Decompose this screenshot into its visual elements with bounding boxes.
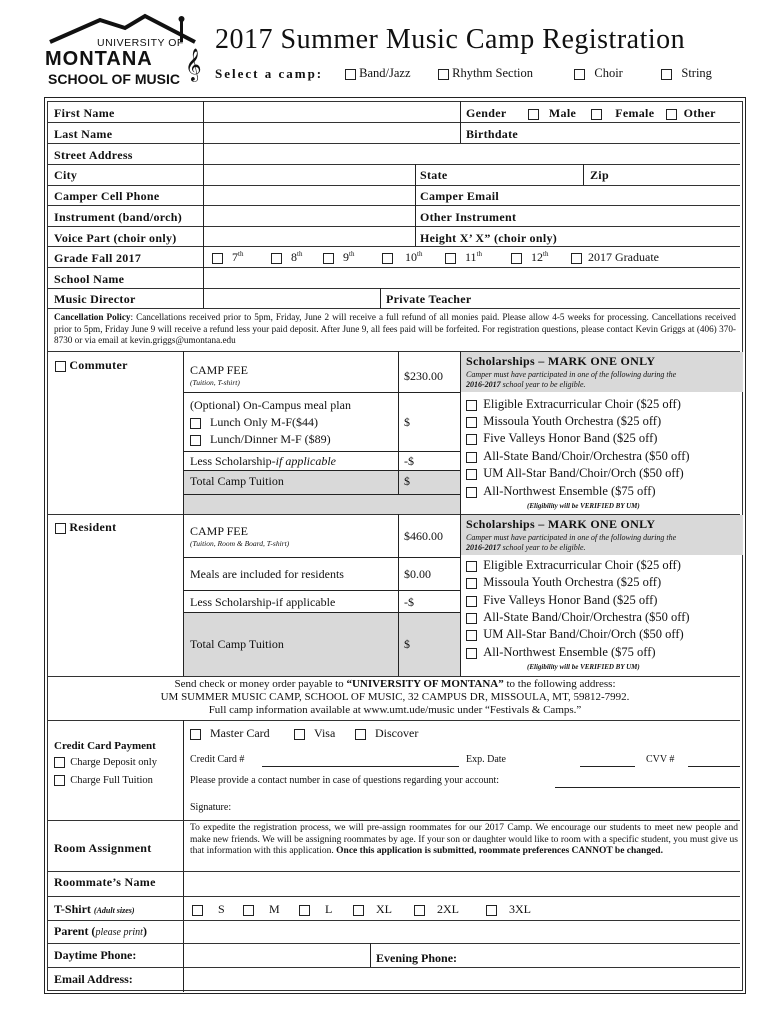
resident-meals-amount: $0.00 [404,567,431,581]
commuter-sch-4-checkbox[interactable] [466,452,477,463]
parent-label-text: Parent ( [54,924,96,938]
parent-note: please print [95,927,143,938]
commuter-sch-4-label: All-State Band/Choir/Orchestra ($50 off) [483,449,690,463]
grade-10-checkbox[interactable] [382,253,393,264]
grade-12-suffix: th [543,250,549,258]
email-address-input[interactable] [184,968,740,989]
other-instrument-label: Other Instrument [420,210,517,224]
size-2xl-label: 2XL [437,902,459,916]
divider [47,720,740,721]
resident-sch-5[interactable] [466,627,684,642]
discover-checkbox[interactable] [355,729,366,740]
grade-9-suffix: th [349,250,355,258]
visa-checkbox[interactable] [294,729,305,740]
commuter-total-amount: $ [404,474,410,488]
master-card-checkbox[interactable] [190,729,201,740]
parent-label-close: ) [142,924,147,938]
evening-phone-label: Evening Phone: [376,951,458,965]
cvv-label: CVV # [646,754,675,765]
commuter-sch-6-checkbox[interactable] [466,487,477,498]
graduate-label: 2017 Graduate [588,250,659,264]
credit-card-label: Credit Card Payment [54,740,156,752]
resident-sch-6-label: All-Northwest Ensemble ($75 off) [483,645,656,659]
size-m-option[interactable] [243,902,280,917]
school-name-label: School Name [54,272,125,286]
commuter-total-label: Total Camp Tuition [190,474,284,488]
mailing-info [47,678,743,717]
commuter-scholarship-note [466,370,676,390]
commuter-scholarship-year: 2016-2017 [466,380,501,389]
room-assignment-label: Room Assignment [54,841,152,855]
card-number-line[interactable] [262,766,459,767]
grade-9-label: 9 [343,250,349,264]
size-s-option[interactable] [192,902,225,917]
lunch-only-checkbox[interactable] [190,418,201,429]
divider [415,164,416,246]
resident-sch-6-checkbox[interactable] [466,648,477,659]
grade-12-option[interactable] [511,250,548,265]
camp-string-label: String [681,66,712,80]
last-name-input[interactable] [204,123,459,143]
camp-string-checkbox[interactable] [661,69,672,80]
commuter-sch-1[interactable] [466,397,681,412]
grade-11-suffix: th [476,250,483,258]
resident-sch-1[interactable] [466,558,681,573]
grade-8-suffix: th [297,250,303,258]
divider [380,288,381,308]
size-s-checkbox[interactable] [192,905,203,916]
commuter-scholarship-note2: school year to be eligible. [500,380,586,389]
commuter-sch-6[interactable] [466,484,656,499]
grade-11-checkbox[interactable] [445,253,456,264]
resident-scholarship-note [466,533,676,553]
tshirt-label-text: T-Shirt [54,902,91,916]
parent-label [54,924,147,939]
resident-scholarship-note2: school year to be eligible. [500,543,586,552]
commuter-sch-2[interactable] [466,414,661,429]
camp-choir-option[interactable] [574,66,623,81]
other-checkbox[interactable] [666,109,677,120]
resident-sch-5-checkbox[interactable] [466,630,477,641]
female-label: Female [615,106,655,120]
gender-label: Gender [466,106,507,120]
commuter-scholarship-note1: Camper must have participated in one of the following during the [466,370,677,379]
size-3xl-label: 3XL [509,902,531,916]
page-title: 2017 Summer Music Camp Registration [215,24,686,55]
voice-part-label: Voice Part (choir only) [54,231,177,245]
commuter-sch-1-checkbox[interactable] [466,400,477,411]
birthdate-label: Birthdate [466,127,519,141]
resident-checkbox[interactable] [55,523,66,534]
male-label: Male [548,106,577,120]
resident-camp-fee-amount: $460.00 [404,529,443,543]
camp-band-checkbox[interactable] [345,69,356,80]
commuter-sch-5[interactable] [466,466,684,481]
size-m-label: M [269,902,280,916]
resident-sch-3-checkbox[interactable] [466,596,477,607]
grade-11-label: 11 [465,250,477,264]
resident-sch-2[interactable] [466,575,661,590]
lunch-dinner-checkbox[interactable] [190,435,201,446]
card-number-label: Credit Card # [190,754,245,765]
size-2xl-checkbox[interactable] [414,905,425,916]
commuter-verified: (Eligibility will be VERIFIED BY UM) [527,502,640,510]
divider [47,308,740,309]
logo-line3: SCHOOL OF MUSIC [48,71,180,87]
music-director-label: Music Director [54,292,136,306]
evening-phone-input[interactable] [475,944,740,965]
room-bold-text: Once this application is submitted, roommate preferences CANNOT be changed. [336,846,663,856]
resident-sch-4-checkbox[interactable] [466,613,477,624]
resident-total-amount: $ [404,637,410,651]
first-name-input[interactable] [204,102,459,122]
divider [370,943,371,967]
resident-sch-5-label: UM All-Star Band/Choir/Orch ($50 off) [483,627,684,641]
grade-7-option[interactable] [212,250,243,265]
commuter-sch-2-label: Missoula Youth Orchestra ($25 off) [483,414,662,428]
commuter-meal-amount: $ [404,415,410,429]
camp-string-option[interactable] [661,66,712,81]
resident-meals: Meals are included for residents [190,567,344,581]
commuter-option[interactable] [55,358,128,373]
zip-label: Zip [590,168,609,182]
select-camp-label: Select a camp: [215,66,324,81]
logo-line2: MONTANA [45,48,153,70]
mailing-line1-a: Send check or money order payable to [174,678,347,690]
camp-choir-label: Choir [594,66,623,80]
city-label: City [54,168,78,182]
commuter-scholarship-title: Scholarships – MARK ONE ONLY [466,354,656,368]
lunch-dinner-label: Lunch/Dinner M-F ($89) [210,432,331,446]
grade-12-label: 12 [531,250,543,264]
room-text: To expedite the registration process, we will pre-assign roommates for our 2017 Camp. We encourage our students to meet new people and make new friends. We will be assigning roommates by age. If your son or daughter would like to room with a specific student, you must give us that information with this application. [190,823,738,856]
divider [47,185,740,186]
resident-less-scholarship: Less Scholarship-if applicable [190,595,336,609]
cvv-line[interactable] [688,766,740,767]
lunch-only-label: Lunch Only M-F($44) [210,415,318,429]
male-checkbox[interactable] [528,109,539,120]
size-xl-checkbox[interactable] [353,905,364,916]
commuter-sch-6-label: All-Northwest Ensemble ($75 off) [483,484,656,498]
gender-female-option[interactable] [591,106,654,121]
resident-camp-fee-note: (Tuition, Room & Board, T-shirt) [190,539,290,548]
contact-number-label: Please provide a contact number in case of questions regarding your account: [190,775,500,786]
grade-9-checkbox[interactable] [323,253,334,264]
divider [460,101,461,143]
resident-scholarship-note1: Camper must have participated in one of the following during the [466,533,677,542]
divider [183,494,460,495]
commuter-sch-4[interactable] [466,449,690,464]
cancellation-text: : Cancellations received prior to 5pm, Friday, June 2 will receive a full refund of all monies paid. Please allow 4-5 weeks for processing. Cancellations received prior to 5pm, Friday June 9 will receive a refund less your paid deposit. After June 9, all fees paid will be forfeited. For registration questions, please contact Kevin Griggs at (406) 370-8730 or via email at kevin.griggs@umontana.edu [54,312,736,345]
size-2xl-option[interactable] [414,902,459,917]
cell-phone-label: Camper Cell Phone [54,189,160,203]
mailing-line1-c: to the following address: [503,678,616,690]
divider [183,590,460,591]
resident-scholarship-title: Scholarships – MARK ONE ONLY [466,517,656,531]
resident-less-amount: -$ [404,595,414,609]
grade-8-checkbox[interactable] [271,253,282,264]
resident-scholarship-year: 2016-2017 [466,543,501,552]
camper-email-label: Camper Email [420,189,500,203]
grade-9-option[interactable] [323,250,354,265]
master-card-label: Master Card [210,726,270,740]
divider [398,613,399,676]
charge-full-checkbox[interactable] [54,775,65,786]
exp-date-line[interactable] [580,766,635,767]
lunch-only-option[interactable] [190,415,318,430]
resident-sch-1-label: Eligible Extracurricular Choir ($25 off) [483,558,681,572]
grade-7-suffix: th [238,250,244,258]
resident-sch-1-checkbox[interactable] [466,561,477,572]
grade-11-option[interactable] [445,250,482,265]
street-address-input[interactable] [204,144,739,164]
divider [47,205,740,206]
divider [47,267,740,268]
commuter-camp-fee-note: (Tuition, T-shirt) [190,378,240,387]
commuter-checkbox[interactable] [55,361,66,372]
instrument-label: Instrument (band/orch) [54,210,183,224]
divider [47,288,740,289]
card-master-option[interactable] [190,726,270,741]
tshirt-note: (Adult sizes) [93,906,135,915]
grade-7-checkbox[interactable] [212,253,223,264]
divider [47,164,740,165]
commuter-less-scholarship-text: Less Scholarship- [190,454,276,468]
divider [47,226,740,227]
grade-10-option[interactable] [382,250,422,265]
size-xl-option[interactable] [353,902,392,917]
resident-option[interactable] [55,520,116,535]
commuter-sch-1-label: Eligible Extracurricular Choir ($25 off) [483,397,681,411]
camp-rhythm-label: Rhythm Section [452,66,534,80]
commuter-label: Commuter [69,358,128,372]
university-logo [45,12,205,92]
graduate-checkbox[interactable] [571,253,582,264]
charge-deposit-label: Charge Deposit only [70,757,157,768]
lunch-dinner-option[interactable] [190,432,331,447]
commuter-sch-3-checkbox[interactable] [466,434,477,445]
commuter-sch-5-label: UM All-Star Band/Choir/Orch ($50 off) [483,466,684,480]
commuter-sch-2-checkbox[interactable] [466,417,477,428]
gender-male-option[interactable] [528,106,576,121]
height-label: Height X’ X” (choir only) [420,231,558,245]
divider [47,246,740,247]
divider [398,471,399,494]
card-discover-option[interactable] [355,726,418,741]
mailing-payee: “UNIVERSITY OF MONTANA” [346,678,504,690]
state-label: State [420,168,448,182]
roommate-label: Roommate’s Name [54,875,156,889]
gender-other-option[interactable] [666,106,716,121]
private-teacher-label: Private Teacher [386,292,472,306]
divider [583,164,584,185]
camp-rhythm-option[interactable] [438,66,533,81]
mailing-line2: UM SUMMER MUSIC CAMP, SCHOOL OF MUSIC, 32 CAMPUS DR, MISSOULA, MT, 59812-7992. [160,691,630,703]
visa-label: Visa [314,726,336,740]
female-checkbox[interactable] [591,109,602,120]
resident-label: Resident [69,520,117,534]
charge-full-option[interactable] [54,775,153,786]
daytime-phone-input[interactable] [184,944,369,965]
grade-10-suffix: th [417,250,423,258]
divider [47,676,740,677]
camp-rhythm-checkbox[interactable] [438,69,449,80]
tshirt-label [54,902,135,917]
divider [183,557,460,558]
commuter-if-applicable: if applicable [275,454,336,468]
grade-8-label: 8 [291,250,297,264]
grade-12-checkbox[interactable] [511,253,522,264]
charge-full-label: Charge Full Tuition [70,775,153,786]
last-name-label: Last Name [54,127,113,141]
resident-sch-4-label: All-State Band/Choir/Orchestra ($50 off) [483,610,690,624]
card-visa-option[interactable] [294,726,335,741]
discover-label: Discover [375,726,419,740]
divider [47,896,740,897]
signature-label: Signature: [190,802,232,813]
logo-line1: UNIVERSITY OF [97,37,184,49]
first-name-label: First Name [54,106,115,120]
email-address-label: Email Address: [54,972,133,986]
cancellation-label: Cancellation Policy [54,312,131,322]
charge-deposit-option[interactable] [54,757,157,768]
divider [183,392,460,393]
resident-sch-4[interactable] [466,610,690,625]
cancellation-policy [54,312,736,347]
resident-total-label: Total Camp Tuition [190,637,284,651]
commuter-sch-3-label: Five Valleys Honor Band ($25 off) [483,431,658,445]
resident-sch-3-label: Five Valleys Honor Band ($25 off) [483,593,658,607]
commuter-camp-fee-amount: $230.00 [404,369,443,383]
camp-band-option[interactable] [345,66,411,81]
grade-7-label: 7 [232,250,238,264]
size-3xl-checkbox[interactable] [486,905,497,916]
other-label: Other [683,106,716,120]
mailing-line3: Full camp information available at www.umt.ude/music under “Festivals & Camps.” [208,704,582,716]
mailing-line1 [47,678,743,691]
resident-verified: (Eligibility will be VERIFIED BY UM) [527,663,640,671]
camp-choir-checkbox[interactable] [574,69,585,80]
size-l-label: L [325,902,333,916]
size-3xl-option[interactable] [486,902,531,917]
commuter-sch-3[interactable] [466,431,657,446]
street-address-label: Street Address [54,148,133,162]
commuter-sch-5-checkbox[interactable] [466,469,477,480]
grade-8-option[interactable] [271,250,302,265]
daytime-phone-label: Daytime Phone: [54,948,137,962]
size-xl-label: XL [376,902,392,916]
resident-sch-2-checkbox[interactable] [466,578,477,589]
commuter-less-scholarship [190,454,336,469]
resident-sch-6[interactable] [466,645,656,660]
size-m-checkbox[interactable] [243,905,254,916]
contact-number-line[interactable] [555,787,740,788]
parent-input[interactable] [184,921,740,942]
divider [183,451,460,452]
resident-camp-fee: CAMP FEE [190,524,248,538]
commuter-camp-fee: CAMP FEE [190,363,248,377]
grade-label: Grade Fall 2017 [54,251,142,265]
resident-sch-2-label: Missoula Youth Orchestra ($25 off) [483,575,662,589]
graduate-option[interactable] [571,250,659,265]
exp-date-label: Exp. Date [466,754,506,765]
grade-10-label: 10 [405,250,417,264]
roommate-input[interactable] [184,872,740,894]
divider [47,820,740,821]
commuter-less-amount: -$ [404,454,414,468]
size-l-option[interactable] [299,902,332,917]
treble-clef-icon: 𝄞 [185,50,202,81]
resident-sch-3[interactable] [466,593,657,608]
charge-deposit-checkbox[interactable] [54,757,65,768]
size-s-label: S [218,902,225,916]
size-l-checkbox[interactable] [299,905,310,916]
room-assignment-text [190,823,738,858]
camp-band-label: Band/Jazz [359,66,411,80]
commuter-meal-plan: (Optional) On-Campus meal plan [190,398,351,412]
